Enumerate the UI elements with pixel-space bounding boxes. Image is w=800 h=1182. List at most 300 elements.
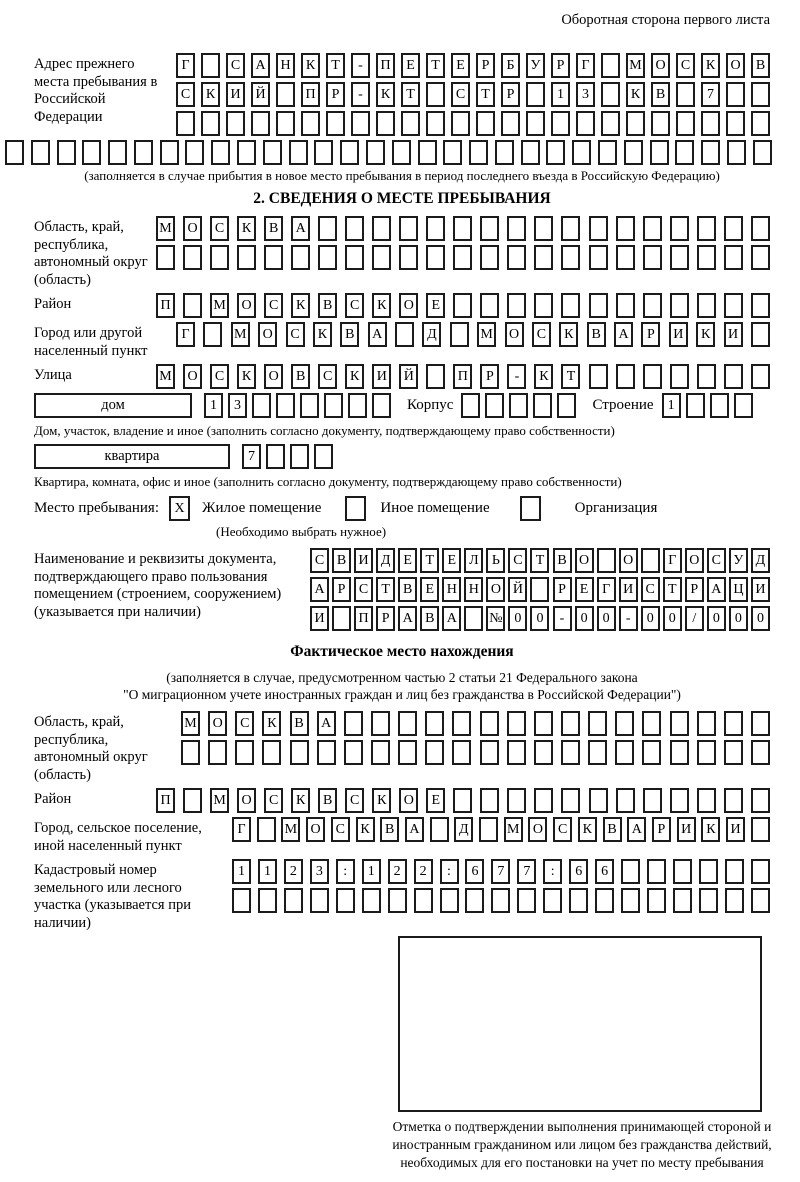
form-cell[interactable] bbox=[751, 216, 770, 241]
form-cell[interactable]: А bbox=[291, 216, 310, 241]
form-cell[interactable]: С bbox=[354, 577, 373, 602]
form-cell[interactable] bbox=[670, 711, 689, 736]
form-cell[interactable]: О bbox=[486, 577, 505, 602]
form-cell[interactable] bbox=[276, 82, 295, 107]
form-cell[interactable]: 2 bbox=[388, 859, 407, 884]
form-cell[interactable]: Д bbox=[422, 322, 441, 347]
form-cell[interactable] bbox=[697, 364, 716, 389]
form-cell[interactable]: В bbox=[318, 293, 337, 318]
form-cell[interactable] bbox=[643, 788, 662, 813]
form-cell[interactable]: Г bbox=[576, 53, 595, 78]
form-cell[interactable] bbox=[31, 140, 50, 165]
form-cell[interactable] bbox=[480, 245, 499, 270]
form-cell[interactable] bbox=[210, 245, 229, 270]
form-cell[interactable] bbox=[534, 711, 553, 736]
form-cell[interactable] bbox=[643, 216, 662, 241]
form-cell[interactable] bbox=[643, 364, 662, 389]
form-cell[interactable] bbox=[621, 859, 640, 884]
form-cell[interactable] bbox=[546, 140, 565, 165]
form-cell[interactable]: С bbox=[210, 216, 229, 241]
form-cell[interactable] bbox=[392, 140, 411, 165]
form-cell[interactable] bbox=[724, 364, 743, 389]
form-cell[interactable]: С bbox=[286, 322, 305, 347]
form-cell[interactable] bbox=[673, 859, 692, 884]
form-cell[interactable] bbox=[156, 245, 175, 270]
form-cell[interactable] bbox=[185, 140, 204, 165]
form-cell[interactable]: В bbox=[290, 711, 309, 736]
form-cell[interactable]: К bbox=[301, 53, 320, 78]
form-cell[interactable]: : bbox=[336, 859, 355, 884]
form-cell[interactable]: Д bbox=[751, 548, 770, 573]
form-cell[interactable] bbox=[569, 888, 588, 913]
form-cell[interactable] bbox=[751, 293, 770, 318]
form-cell[interactable] bbox=[507, 711, 526, 736]
form-cell[interactable]: 1 bbox=[362, 859, 381, 884]
house-type-box[interactable]: дом bbox=[34, 393, 192, 418]
form-cell[interactable]: С bbox=[345, 788, 364, 813]
form-cell[interactable] bbox=[626, 111, 645, 136]
form-cell[interactable] bbox=[336, 888, 355, 913]
form-cell[interactable] bbox=[643, 293, 662, 318]
form-cell[interactable]: Р bbox=[685, 577, 704, 602]
form-cell[interactable] bbox=[183, 245, 202, 270]
form-cell[interactable]: К bbox=[237, 216, 256, 241]
form-cell[interactable] bbox=[753, 140, 772, 165]
form-cell[interactable] bbox=[485, 393, 504, 418]
form-cell[interactable]: И bbox=[751, 577, 770, 602]
form-cell[interactable] bbox=[751, 788, 770, 813]
form-cell[interactable] bbox=[201, 53, 220, 78]
form-cell[interactable] bbox=[647, 888, 666, 913]
form-cell[interactable] bbox=[642, 711, 661, 736]
form-cell[interactable]: К bbox=[696, 322, 715, 347]
form-cell[interactable]: Й bbox=[251, 82, 270, 107]
form-cell[interactable]: 0 bbox=[751, 606, 770, 631]
form-cell[interactable] bbox=[507, 293, 526, 318]
form-cell[interactable]: С bbox=[641, 577, 660, 602]
form-cell[interactable] bbox=[624, 140, 643, 165]
form-cell[interactable] bbox=[615, 711, 634, 736]
form-cell[interactable]: Г bbox=[176, 53, 195, 78]
form-cell[interactable]: В bbox=[651, 82, 670, 107]
form-cell[interactable] bbox=[534, 245, 553, 270]
form-cell[interactable] bbox=[258, 888, 277, 913]
form-cell[interactable]: 1 bbox=[258, 859, 277, 884]
form-cell[interactable] bbox=[642, 740, 661, 765]
form-cell[interactable] bbox=[183, 788, 202, 813]
form-cell[interactable]: П bbox=[301, 82, 320, 107]
form-cell[interactable] bbox=[697, 711, 716, 736]
form-cell[interactable] bbox=[534, 216, 553, 241]
form-cell[interactable] bbox=[348, 393, 367, 418]
form-cell[interactable] bbox=[450, 322, 469, 347]
form-cell[interactable]: М bbox=[210, 293, 229, 318]
form-cell[interactable]: С bbox=[451, 82, 470, 107]
form-cell[interactable]: К bbox=[291, 293, 310, 318]
form-cell[interactable] bbox=[557, 393, 576, 418]
form-cell[interactable]: О bbox=[685, 548, 704, 573]
form-cell[interactable] bbox=[340, 140, 359, 165]
form-cell[interactable] bbox=[399, 216, 418, 241]
form-cell[interactable] bbox=[291, 245, 310, 270]
form-cell[interactable] bbox=[290, 740, 309, 765]
form-cell[interactable] bbox=[301, 111, 320, 136]
form-cell[interactable] bbox=[615, 740, 634, 765]
form-cell[interactable] bbox=[670, 216, 689, 241]
form-cell[interactable] bbox=[425, 740, 444, 765]
form-cell[interactable] bbox=[697, 293, 716, 318]
form-cell[interactable]: К bbox=[376, 82, 395, 107]
form-cell[interactable] bbox=[725, 859, 744, 884]
form-cell[interactable]: 2 bbox=[414, 859, 433, 884]
form-cell[interactable]: А bbox=[317, 711, 336, 736]
form-cell[interactable] bbox=[597, 548, 616, 573]
form-cell[interactable]: 7 bbox=[701, 82, 720, 107]
form-cell[interactable] bbox=[476, 111, 495, 136]
form-cell[interactable] bbox=[371, 711, 390, 736]
form-cell[interactable] bbox=[507, 740, 526, 765]
form-cell[interactable]: 7 bbox=[242, 444, 261, 469]
form-cell[interactable] bbox=[561, 788, 580, 813]
form-cell[interactable]: Й bbox=[508, 577, 527, 602]
form-cell[interactable] bbox=[647, 859, 666, 884]
form-cell[interactable] bbox=[686, 393, 705, 418]
form-cell[interactable] bbox=[561, 740, 580, 765]
checkbox-organization[interactable] bbox=[520, 496, 541, 521]
form-cell[interactable]: Д bbox=[454, 817, 473, 842]
form-cell[interactable]: С bbox=[176, 82, 195, 107]
form-cell[interactable] bbox=[452, 711, 471, 736]
form-cell[interactable]: - bbox=[553, 606, 572, 631]
form-cell[interactable] bbox=[376, 111, 395, 136]
form-cell[interactable]: Р bbox=[376, 606, 395, 631]
form-cell[interactable] bbox=[398, 711, 417, 736]
form-cell[interactable]: Е bbox=[398, 548, 417, 573]
form-cell[interactable]: Н bbox=[442, 577, 461, 602]
form-cell[interactable] bbox=[181, 740, 200, 765]
form-cell[interactable]: О bbox=[528, 817, 547, 842]
form-cell[interactable]: К bbox=[534, 364, 553, 389]
form-cell[interactable]: К bbox=[345, 364, 364, 389]
form-cell[interactable] bbox=[203, 322, 222, 347]
form-cell[interactable]: О bbox=[651, 53, 670, 78]
form-cell[interactable]: О bbox=[208, 711, 227, 736]
form-cell[interactable]: В bbox=[380, 817, 399, 842]
form-cell[interactable] bbox=[699, 888, 718, 913]
form-cell[interactable]: Г bbox=[663, 548, 682, 573]
form-cell[interactable]: 0 bbox=[575, 606, 594, 631]
form-cell[interactable] bbox=[326, 111, 345, 136]
form-cell[interactable]: И bbox=[226, 82, 245, 107]
form-cell[interactable]: А bbox=[251, 53, 270, 78]
form-cell[interactable]: Р bbox=[326, 82, 345, 107]
form-cell[interactable]: - bbox=[351, 53, 370, 78]
form-cell[interactable]: П bbox=[156, 293, 175, 318]
form-cell[interactable] bbox=[314, 140, 333, 165]
form-cell[interactable] bbox=[616, 245, 635, 270]
form-cell[interactable]: М bbox=[181, 711, 200, 736]
form-cell[interactable]: С bbox=[331, 817, 350, 842]
form-cell[interactable] bbox=[345, 216, 364, 241]
form-cell[interactable]: 0 bbox=[707, 606, 726, 631]
form-cell[interactable] bbox=[727, 140, 746, 165]
form-cell[interactable] bbox=[480, 788, 499, 813]
form-cell[interactable] bbox=[480, 711, 499, 736]
form-cell[interactable]: И bbox=[354, 548, 373, 573]
form-cell[interactable]: А bbox=[442, 606, 461, 631]
form-cell[interactable] bbox=[201, 111, 220, 136]
form-cell[interactable]: К bbox=[701, 53, 720, 78]
form-cell[interactable] bbox=[507, 788, 526, 813]
form-cell[interactable]: К bbox=[237, 364, 256, 389]
form-cell[interactable]: И bbox=[619, 577, 638, 602]
form-cell[interactable] bbox=[371, 740, 390, 765]
form-cell[interactable]: П bbox=[354, 606, 373, 631]
form-cell[interactable]: Е bbox=[401, 53, 420, 78]
form-cell[interactable] bbox=[495, 140, 514, 165]
form-cell[interactable]: В bbox=[332, 548, 351, 573]
form-cell[interactable] bbox=[751, 859, 770, 884]
form-cell[interactable]: О bbox=[183, 364, 202, 389]
form-cell[interactable]: С bbox=[235, 711, 254, 736]
form-cell[interactable]: К bbox=[356, 817, 375, 842]
form-cell[interactable] bbox=[388, 888, 407, 913]
form-cell[interactable]: С bbox=[318, 364, 337, 389]
form-cell[interactable]: Т bbox=[326, 53, 345, 78]
form-cell[interactable] bbox=[401, 111, 420, 136]
form-cell[interactable]: 2 bbox=[284, 859, 303, 884]
form-cell[interactable]: О bbox=[183, 216, 202, 241]
form-cell[interactable] bbox=[673, 888, 692, 913]
form-cell[interactable]: В bbox=[420, 606, 439, 631]
checkbox-residential[interactable]: X bbox=[169, 496, 190, 521]
form-cell[interactable] bbox=[453, 293, 472, 318]
form-cell[interactable]: С bbox=[310, 548, 329, 573]
form-cell[interactable] bbox=[284, 888, 303, 913]
form-cell[interactable]: Т bbox=[420, 548, 439, 573]
form-cell[interactable] bbox=[318, 245, 337, 270]
form-cell[interactable]: О bbox=[399, 788, 418, 813]
checkbox-other-premises[interactable] bbox=[345, 496, 366, 521]
form-cell[interactable]: М bbox=[231, 322, 250, 347]
form-cell[interactable] bbox=[588, 711, 607, 736]
form-cell[interactable] bbox=[699, 859, 718, 884]
form-cell[interactable] bbox=[509, 393, 528, 418]
form-cell[interactable]: Л bbox=[464, 548, 483, 573]
form-cell[interactable] bbox=[533, 393, 552, 418]
form-cell[interactable] bbox=[211, 140, 230, 165]
form-cell[interactable] bbox=[257, 817, 276, 842]
form-cell[interactable]: К bbox=[626, 82, 645, 107]
form-cell[interactable]: И bbox=[310, 606, 329, 631]
form-cell[interactable]: К bbox=[313, 322, 332, 347]
form-cell[interactable]: К bbox=[291, 788, 310, 813]
form-cell[interactable] bbox=[697, 245, 716, 270]
form-cell[interactable] bbox=[317, 740, 336, 765]
form-cell[interactable]: К bbox=[559, 322, 578, 347]
form-cell[interactable] bbox=[724, 711, 743, 736]
form-cell[interactable] bbox=[724, 245, 743, 270]
form-cell[interactable]: О bbox=[237, 788, 256, 813]
form-cell[interactable]: М bbox=[156, 216, 175, 241]
form-cell[interactable]: С bbox=[676, 53, 695, 78]
form-cell[interactable] bbox=[461, 393, 480, 418]
form-cell[interactable]: С bbox=[264, 293, 283, 318]
form-cell[interactable]: Р bbox=[553, 577, 572, 602]
form-cell[interactable] bbox=[232, 888, 251, 913]
form-cell[interactable] bbox=[734, 393, 753, 418]
form-cell[interactable]: Р bbox=[551, 53, 570, 78]
form-cell[interactable] bbox=[332, 606, 351, 631]
form-cell[interactable] bbox=[526, 82, 545, 107]
form-cell[interactable]: С bbox=[345, 293, 364, 318]
form-cell[interactable] bbox=[226, 111, 245, 136]
form-cell[interactable] bbox=[440, 888, 459, 913]
form-cell[interactable] bbox=[670, 293, 689, 318]
form-cell[interactable] bbox=[362, 888, 381, 913]
form-cell[interactable]: Р bbox=[332, 577, 351, 602]
form-cell[interactable]: Т bbox=[401, 82, 420, 107]
form-cell[interactable] bbox=[751, 364, 770, 389]
form-cell[interactable] bbox=[344, 740, 363, 765]
form-cell[interactable] bbox=[643, 245, 662, 270]
form-cell[interactable]: Р bbox=[641, 322, 660, 347]
form-cell[interactable]: С bbox=[707, 548, 726, 573]
form-cell[interactable]: Ь bbox=[486, 548, 505, 573]
form-cell[interactable]: 0 bbox=[530, 606, 549, 631]
form-cell[interactable] bbox=[237, 245, 256, 270]
form-cell[interactable] bbox=[262, 740, 281, 765]
form-cell[interactable]: 3 bbox=[228, 393, 247, 418]
form-cell[interactable] bbox=[641, 548, 660, 573]
form-cell[interactable]: В bbox=[398, 577, 417, 602]
form-cell[interactable] bbox=[480, 216, 499, 241]
form-cell[interactable] bbox=[621, 888, 640, 913]
form-cell[interactable]: Е bbox=[442, 548, 461, 573]
form-cell[interactable] bbox=[725, 888, 744, 913]
form-cell[interactable]: К bbox=[372, 293, 391, 318]
form-cell[interactable]: М bbox=[210, 788, 229, 813]
form-cell[interactable]: 0 bbox=[729, 606, 748, 631]
form-cell[interactable] bbox=[670, 788, 689, 813]
form-cell[interactable]: Н bbox=[276, 53, 295, 78]
form-cell[interactable] bbox=[501, 111, 520, 136]
form-cell[interactable]: В bbox=[340, 322, 359, 347]
form-cell[interactable] bbox=[675, 140, 694, 165]
form-cell[interactable] bbox=[314, 444, 333, 469]
form-cell[interactable]: А bbox=[707, 577, 726, 602]
form-cell[interactable] bbox=[480, 293, 499, 318]
form-cell[interactable] bbox=[491, 888, 510, 913]
form-cell[interactable] bbox=[616, 364, 635, 389]
form-cell[interactable] bbox=[344, 711, 363, 736]
form-cell[interactable]: С bbox=[553, 817, 572, 842]
form-cell[interactable]: А bbox=[614, 322, 633, 347]
form-cell[interactable] bbox=[453, 245, 472, 270]
form-cell[interactable] bbox=[595, 888, 614, 913]
form-cell[interactable]: О bbox=[258, 322, 277, 347]
form-cell[interactable] bbox=[464, 606, 483, 631]
form-cell[interactable]: А bbox=[405, 817, 424, 842]
form-cell[interactable] bbox=[452, 740, 471, 765]
form-cell[interactable] bbox=[751, 322, 770, 347]
form-cell[interactable] bbox=[266, 444, 285, 469]
form-cell[interactable] bbox=[710, 393, 729, 418]
form-cell[interactable] bbox=[589, 293, 608, 318]
form-cell[interactable]: Р bbox=[476, 53, 495, 78]
form-cell[interactable]: О bbox=[306, 817, 325, 842]
form-cell[interactable]: М bbox=[504, 817, 523, 842]
form-cell[interactable] bbox=[366, 140, 385, 165]
form-cell[interactable] bbox=[588, 740, 607, 765]
form-cell[interactable] bbox=[414, 888, 433, 913]
form-cell[interactable]: 7 bbox=[517, 859, 536, 884]
form-cell[interactable]: И bbox=[677, 817, 696, 842]
form-cell[interactable] bbox=[751, 888, 770, 913]
form-cell[interactable]: П bbox=[376, 53, 395, 78]
form-cell[interactable]: С bbox=[264, 788, 283, 813]
form-cell[interactable] bbox=[372, 216, 391, 241]
form-cell[interactable] bbox=[5, 140, 24, 165]
form-cell[interactable]: : bbox=[440, 859, 459, 884]
form-cell[interactable]: П bbox=[453, 364, 472, 389]
form-cell[interactable]: О bbox=[399, 293, 418, 318]
form-cell[interactable] bbox=[543, 888, 562, 913]
form-cell[interactable]: М bbox=[626, 53, 645, 78]
form-cell[interactable] bbox=[534, 788, 553, 813]
form-cell[interactable] bbox=[616, 216, 635, 241]
form-cell[interactable] bbox=[601, 53, 620, 78]
form-cell[interactable] bbox=[426, 111, 445, 136]
form-cell[interactable]: Н bbox=[464, 577, 483, 602]
form-cell[interactable]: Е bbox=[575, 577, 594, 602]
form-cell[interactable] bbox=[526, 111, 545, 136]
form-cell[interactable] bbox=[251, 111, 270, 136]
form-cell[interactable]: Т bbox=[663, 577, 682, 602]
form-cell[interactable]: С bbox=[508, 548, 527, 573]
form-cell[interactable] bbox=[751, 111, 770, 136]
form-cell[interactable] bbox=[724, 788, 743, 813]
form-cell[interactable]: № bbox=[486, 606, 505, 631]
form-cell[interactable] bbox=[616, 293, 635, 318]
form-cell[interactable] bbox=[318, 216, 337, 241]
form-cell[interactable]: В bbox=[751, 53, 770, 78]
form-cell[interactable]: / bbox=[685, 606, 704, 631]
form-cell[interactable]: И bbox=[669, 322, 688, 347]
form-cell[interactable] bbox=[726, 111, 745, 136]
form-cell[interactable] bbox=[521, 140, 540, 165]
form-cell[interactable]: - bbox=[619, 606, 638, 631]
form-cell[interactable] bbox=[252, 393, 271, 418]
form-cell[interactable]: В bbox=[291, 364, 310, 389]
form-cell[interactable] bbox=[134, 140, 153, 165]
form-cell[interactable] bbox=[82, 140, 101, 165]
form-cell[interactable]: М bbox=[156, 364, 175, 389]
form-cell[interactable] bbox=[310, 888, 329, 913]
form-cell[interactable] bbox=[425, 711, 444, 736]
form-cell[interactable]: 0 bbox=[597, 606, 616, 631]
form-cell[interactable]: Т bbox=[426, 53, 445, 78]
form-cell[interactable]: В bbox=[264, 216, 283, 241]
form-cell[interactable]: Р bbox=[652, 817, 671, 842]
form-cell[interactable] bbox=[426, 245, 445, 270]
form-cell[interactable]: Г bbox=[597, 577, 616, 602]
form-cell[interactable] bbox=[289, 140, 308, 165]
form-cell[interactable]: 1 bbox=[551, 82, 570, 107]
form-cell[interactable]: И bbox=[372, 364, 391, 389]
form-cell[interactable] bbox=[479, 817, 498, 842]
form-cell[interactable]: В bbox=[318, 788, 337, 813]
